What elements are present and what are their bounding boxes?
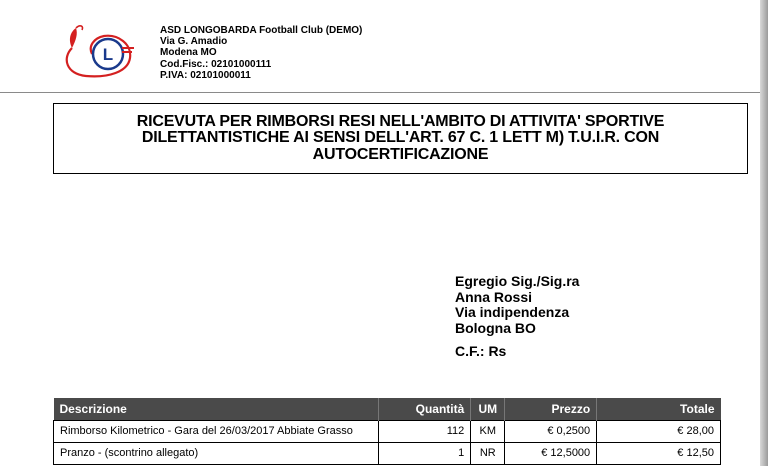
recipient-street: Via indipendenza [455, 304, 570, 320]
cell-quantita: 112 [379, 420, 471, 442]
cell-quantita: 1 [379, 442, 471, 464]
items-table [53, 398, 721, 465]
cell-descrizione: Rimborso Kilometrico - Gara del 26/03/2017 Abbiate Grasso [54, 420, 379, 442]
logo-letter: L [102, 45, 114, 64]
table-row [54, 442, 721, 464]
header-divider [0, 92, 760, 93]
club-cod-fisc: Cod.Fisc.: 02101000111 [160, 58, 272, 70]
col-header-quantita: Quantità [379, 398, 471, 420]
cell-totale: € 28,00 [597, 420, 721, 442]
col-header-totale: Totale [597, 398, 721, 420]
recipient-salutation: Egregio Sig./Sig.ra [455, 273, 580, 289]
recipient-cf: C.F.: Rs [455, 343, 507, 359]
club-city: Modena MO [160, 47, 217, 59]
col-header-prezzo: Prezzo [505, 398, 597, 420]
document-title: RICEVUTA PER RIMBORSI RESI NELL'AMBITO DI ATTIVITA' SPORTIVE DILETTANTISTICHE AI SENSI DELL'ART. 67 C. 1 LETT M) T.U.I.R. CON AUTOCERTIFICAZIONE [136, 112, 665, 163]
cell-um: KM [471, 420, 505, 442]
cell-totale: € 12,50 [597, 442, 721, 464]
club-address: Via G. Amadio [160, 36, 228, 48]
cell-descrizione: Pranzo - (scontrino allegato) [54, 442, 379, 464]
club-info [160, 25, 362, 81]
cell-prezzo: € 0,2500 [505, 420, 597, 442]
document-title-box [53, 103, 748, 174]
recipient-city: Bologna BO [455, 319, 536, 336]
col-header-um: UM [471, 398, 505, 420]
cell-prezzo: € 12,5000 [505, 442, 597, 464]
recipient-name: Anna Rossi [455, 288, 533, 305]
club-logo-icon [58, 18, 150, 80]
cell-um: NR [471, 442, 505, 464]
recipient-block [455, 274, 579, 336]
col-header-descrizione: Descrizione [54, 398, 379, 420]
table-header-row [54, 398, 721, 420]
club-name: ASD LONGOBARDA Football Club (DEMO) [160, 25, 363, 36]
club-piva: P.IVA: 02101000011 [160, 69, 251, 81]
page-edge-shadow [760, 0, 768, 466]
table-row [54, 420, 721, 442]
